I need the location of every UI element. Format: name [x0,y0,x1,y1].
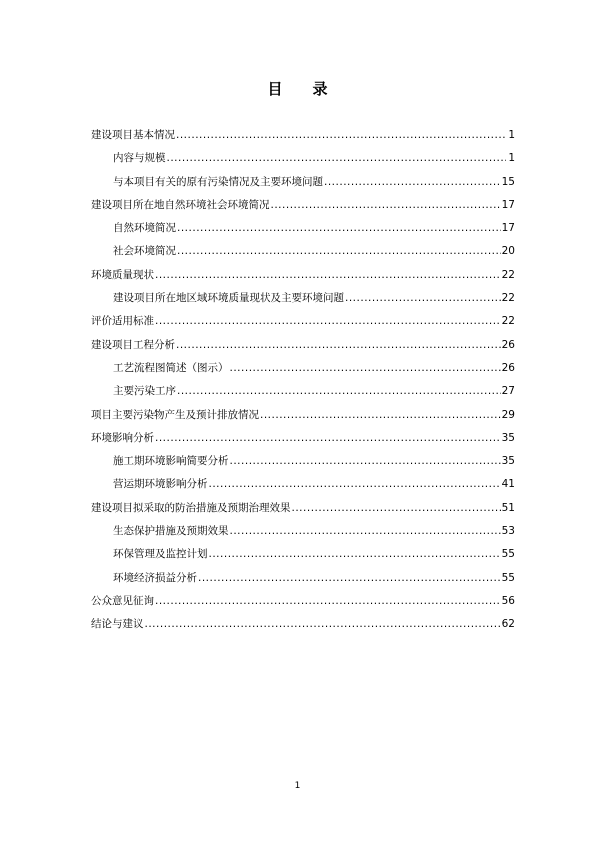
toc-entry-page: 27 [501,385,515,398]
toc-entry[interactable] [91,520,515,543]
toc-entry[interactable] [91,124,515,147]
toc-entry-title: 营运期环境影响分析 [113,478,208,491]
toc-entry-page: 1 [508,152,515,165]
toc-entry[interactable] [91,404,515,427]
toc-entry-title: 社会环境简况 [113,245,176,258]
toc-dot-leader [145,613,501,636]
toc-entry-page: 55 [501,548,515,561]
toc-dot-leader [271,194,501,217]
toc-dot-leader [177,380,501,403]
toc-entry-page: 55 [501,571,515,584]
toc-title [0,78,595,99]
toc-entry-page: 26 [501,338,515,351]
toc-entry-title: 建设项目所在地区域环境质量现状及主要环境问题 [113,292,344,305]
toc-dot-leader [209,473,501,496]
toc-entry[interactable] [91,334,515,357]
toc-entry-title: 环境质量现状 [91,268,154,281]
toc-entry[interactable] [91,171,515,194]
page-number: 1 [294,781,301,791]
toc-entry-title: 建设项目工程分析 [91,338,175,351]
toc-dot-leader [198,567,501,590]
toc-entry-page: 22 [501,315,515,328]
toc-entry-title: 主要污染工序 [113,385,176,398]
toc-entry-page: 56 [501,594,515,607]
toc-entry[interactable] [91,473,515,496]
toc-entry[interactable] [91,613,515,636]
toc-dot-leader [230,450,501,473]
toc-entry-title: 内容与规模 [113,152,166,165]
toc-dot-leader [155,310,501,333]
toc-entry-title: 项目主要污染物产生及预计排放情况 [91,408,259,421]
toc-entry-title: 环境影响分析 [91,431,154,444]
toc-entry-page: 15 [501,175,515,188]
toc-entry[interactable] [91,497,515,520]
toc-entry-page: 22 [501,268,515,281]
toc-entry-page: 53 [501,525,515,538]
toc-entry-title: 与本项目有关的原有污染情况及主要环境问题 [113,175,323,188]
toc-entry[interactable] [91,427,515,450]
toc-entry-page: 17 [501,198,515,211]
toc-dot-leader [324,171,501,194]
toc-entry-page: 51 [501,501,515,514]
toc-entry-page: 41 [501,478,515,491]
toc-entry-title: 结论与建议 [91,618,144,631]
toc-dot-leader [292,497,501,520]
toc-dot-leader [155,264,501,287]
toc-entry-page: 29 [501,408,515,421]
toc-dot-leader [345,287,501,310]
toc-entry[interactable] [91,264,515,287]
toc-entry[interactable] [91,310,515,333]
toc-dot-leader [260,404,501,427]
toc-entry-title: 环境经济损益分析 [113,571,197,584]
toc-entry-title: 工艺流程图简述（图示） [113,361,229,374]
toc-entry[interactable] [91,380,515,403]
toc-entry-page: 20 [501,245,515,258]
toc-entry-title: 环保管理及监控计划 [113,548,208,561]
toc-entry[interactable] [91,240,515,263]
toc-title-char-2: 录 [312,80,328,98]
toc-dot-leader [177,240,501,263]
toc-dot-leader [230,357,501,380]
toc-entry-page: 1 [508,129,515,141]
toc-dot-leader [155,590,501,613]
toc-entry[interactable] [91,590,515,613]
toc-entry-page: 35 [501,455,515,468]
toc-entry-page: 26 [501,361,515,374]
toc-entry-title: 公众意见征询 [91,594,154,607]
toc-dot-leader [167,147,507,170]
toc-dot-leader [230,520,501,543]
toc-entry-title: 建设项目所在地自然环境社会环境简况 [91,198,270,211]
table-of-contents [91,124,515,637]
toc-entry-page: 35 [501,431,515,444]
toc-dot-leader [177,217,501,240]
toc-entry-page: 17 [501,222,515,235]
toc-dot-leader [209,543,501,566]
toc-entry[interactable] [91,450,515,473]
toc-dot-leader [176,124,506,147]
toc-entry[interactable] [91,357,515,380]
toc-entry[interactable] [91,147,515,170]
toc-entry-page: 62 [501,618,515,631]
toc-entry-title: 施工期环境影响简要分析 [113,455,229,468]
toc-entry-title: 建设项目基本情况 [91,129,175,141]
toc-entry-title: 自然环境简况 [113,222,176,235]
toc-dot-leader [176,334,501,357]
toc-entry-title: 生态保护措施及预期效果 [113,525,229,538]
toc-entry[interactable] [91,287,515,310]
toc-entry[interactable] [91,194,515,217]
toc-entry[interactable] [91,217,515,240]
toc-entry-page: 22 [501,292,515,305]
toc-dot-leader [155,427,501,450]
toc-entry-title: 建设项目拟采取的防治措施及预期治理效果 [91,501,291,514]
toc-entry[interactable] [91,543,515,566]
toc-entry-title: 评价适用标准 [91,315,154,328]
toc-title-char-1: 目 [267,80,283,98]
toc-entry[interactable] [91,567,515,590]
